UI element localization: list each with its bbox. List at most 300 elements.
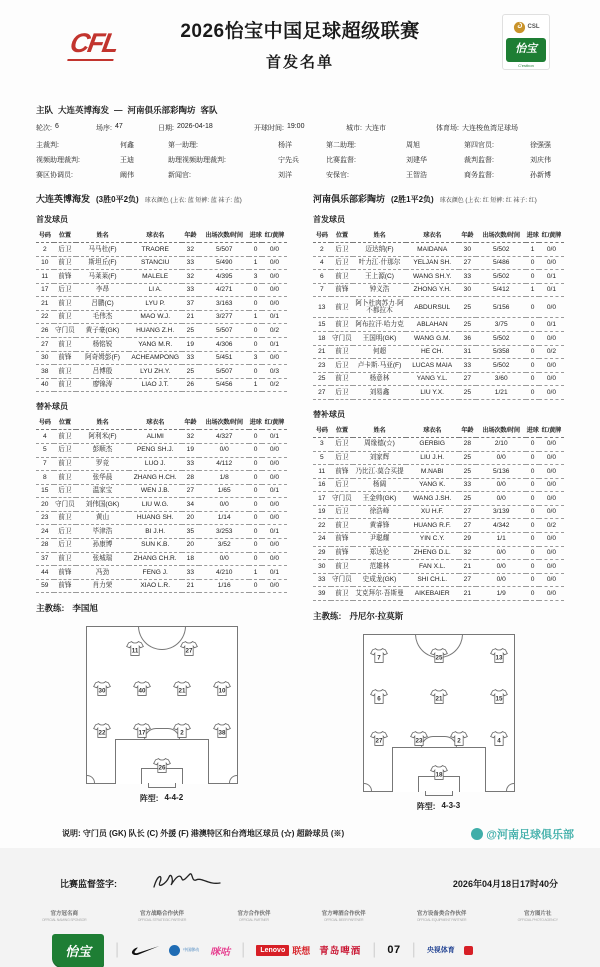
player-cell: 2/10 xyxy=(476,437,526,451)
player-cell: 7 xyxy=(313,283,331,297)
player-cell: XU H.F. xyxy=(406,505,459,519)
player-row xyxy=(36,484,287,498)
player-cell: 39 xyxy=(313,587,331,601)
player-cell: 37 xyxy=(182,297,200,311)
official-role: 视频助理裁判: xyxy=(36,157,80,164)
yibao-mark: 怡宝 xyxy=(506,38,546,62)
player-cell: 郑达伦 xyxy=(353,546,406,560)
info-label: 场序: xyxy=(96,125,112,132)
column-header: 进球 xyxy=(526,228,539,243)
player-cell: 44 xyxy=(36,566,54,580)
dash: — xyxy=(114,105,123,115)
info-label: 开球时间: xyxy=(254,125,284,132)
home-team-name: 大连英博海发 xyxy=(58,105,110,115)
player-cell: 20 xyxy=(182,538,200,552)
player-row xyxy=(36,243,287,257)
player-cell: 27 xyxy=(459,256,477,270)
column-header: 红/黄牌 xyxy=(539,423,564,438)
player-cell: 1 xyxy=(249,378,262,392)
player-cell: 0/0 xyxy=(262,498,287,512)
column-header: 年龄 xyxy=(182,228,200,243)
jersey-icon xyxy=(490,730,508,751)
info-field xyxy=(436,123,564,133)
official-name: 王迪 xyxy=(120,157,134,164)
jersey-icon xyxy=(213,723,231,744)
player-cell: 0/0 xyxy=(476,492,526,506)
player-cell: 前锋 xyxy=(331,546,354,560)
player-cell: FAN X.L. xyxy=(406,560,459,574)
player-cell: 30 xyxy=(313,560,331,574)
away-label: 客队 xyxy=(200,105,218,115)
player-cell: 孙康博 xyxy=(76,538,129,552)
player-cell: 34 xyxy=(182,498,200,512)
official-role: 助理视频助理裁判: xyxy=(168,157,226,164)
svg-text:26: 26 xyxy=(158,764,165,772)
csl-dragon-icon xyxy=(503,17,549,37)
player-cell: 1/1 xyxy=(476,532,526,546)
player-cell: 周缘德(☆) xyxy=(353,437,406,451)
player-cell: 后卫 xyxy=(331,386,354,400)
jersey-icon xyxy=(93,681,111,702)
player-cell: 0/1 xyxy=(262,566,287,580)
player-cell: LIU W.G. xyxy=(129,498,182,512)
column-header: 进球 xyxy=(249,228,262,243)
player-cell: 温家宝 xyxy=(76,484,129,498)
player-cell: 5/156 xyxy=(476,297,526,318)
player-cell: 0 xyxy=(249,498,262,512)
player-row xyxy=(313,573,564,587)
player-row xyxy=(313,519,564,533)
player-cell: 1 xyxy=(526,243,539,257)
cctv-sports-logo: 央视体育 xyxy=(426,947,455,955)
player-cell: 17 xyxy=(36,283,54,297)
player-cell: 前锋 xyxy=(331,465,354,479)
player-cell: 0/0 xyxy=(539,359,564,373)
player-cell: 0/0 xyxy=(539,297,564,318)
svg-text:18: 18 xyxy=(435,771,442,779)
player-cell: 0/1 xyxy=(262,430,287,444)
player-cell: MAIDANA xyxy=(406,243,459,257)
partner-label xyxy=(42,909,86,922)
player-cell: LUCAS MAIA xyxy=(406,359,459,373)
player-cell: 0/0 xyxy=(262,243,287,257)
player-row xyxy=(36,443,287,457)
player-cell: 36 xyxy=(459,332,477,346)
player-cell: 1/21 xyxy=(476,386,526,400)
player-cell: 17 xyxy=(313,492,331,506)
official-role: 第一助理: xyxy=(168,142,198,149)
player-cell: 20 xyxy=(182,511,200,525)
player-cell: 25 xyxy=(459,318,477,332)
player-cell: PENG SH.J. xyxy=(129,443,182,457)
svg-text:30: 30 xyxy=(98,687,105,695)
info-value: 大连市 xyxy=(364,125,386,132)
player-cell: 33 xyxy=(459,359,477,373)
player-cell: 7 xyxy=(36,457,54,471)
player-cell: 27 xyxy=(182,484,200,498)
home-formation-block xyxy=(36,626,287,804)
player-cell: 0/0 xyxy=(539,243,564,257)
player-cell: 0/0 xyxy=(262,552,287,566)
player-row xyxy=(313,587,564,601)
info-field xyxy=(158,123,254,133)
player-cell: 0/0 xyxy=(262,256,287,270)
player-cell: 4/306 xyxy=(199,338,249,352)
player-cell: 前锋 xyxy=(54,579,77,593)
player-row xyxy=(36,310,287,324)
partner-label-en: OFFICIAL STRATEGIC PARTNER xyxy=(137,917,187,922)
away-team-name: 河南俱乐部彩陶坊 xyxy=(127,105,196,115)
player-cell: 5/502 xyxy=(476,243,526,257)
team-columns xyxy=(36,190,564,812)
china-mobile-logo xyxy=(169,945,201,956)
official-name: 王智浩 xyxy=(406,172,427,179)
player-cell: 0/1 xyxy=(262,338,287,352)
player-cell: 张城瑞 xyxy=(76,552,129,566)
player-cell: 0 xyxy=(249,297,262,311)
player-cell: 0/0 xyxy=(476,573,526,587)
home-coach-line xyxy=(36,602,287,614)
player-cell: 25 xyxy=(459,386,477,400)
player-cell: 0/0 xyxy=(476,560,526,574)
player-cell: 0 xyxy=(526,386,539,400)
player-cell: 0 xyxy=(526,560,539,574)
player-cell: 0/0 xyxy=(539,505,564,519)
player-cell: 黄子豪(GK) xyxy=(76,324,129,338)
official-name: 孙新博 xyxy=(530,172,551,179)
player-cell: 刘伟国(GK) xyxy=(76,498,129,512)
player-cell: ZHANG H.CH. xyxy=(129,471,182,485)
league-title: 2026怡宝中国足球超级联赛 xyxy=(180,21,420,42)
player-cell: 2 xyxy=(313,243,331,257)
player-cell: 前卫 xyxy=(54,552,77,566)
column-header: 红/黄牌 xyxy=(262,415,287,430)
player-cell: 23 xyxy=(313,359,331,373)
player-cell: MAO W.J. xyxy=(129,310,182,324)
signature-row xyxy=(36,867,564,897)
player-cell: 0/0 xyxy=(539,332,564,346)
player-cell: 5 xyxy=(313,451,331,465)
partner-labels-row xyxy=(42,909,558,922)
player-row xyxy=(36,498,287,512)
player-cell: 33 xyxy=(182,457,200,471)
player-cell: 0/0 xyxy=(262,270,287,284)
player-row xyxy=(36,471,287,485)
partner-label-en: OFFICIAL BEER PARTNER xyxy=(324,917,364,922)
china-mobile-icon xyxy=(169,945,180,956)
player-cell: LYU P. xyxy=(129,297,182,311)
player-cell: 22 xyxy=(313,519,331,533)
team-record: (3胜0平2负) xyxy=(96,195,139,204)
player-cell: 0 xyxy=(249,283,262,297)
player-cell: 18 xyxy=(313,332,331,346)
player-cell: 22 xyxy=(36,310,54,324)
player-cell: 前卫 xyxy=(54,471,77,485)
player-cell: 0 xyxy=(249,579,262,593)
player-cell: 前锋 xyxy=(54,351,77,365)
official-role: 第二助理: xyxy=(326,142,356,149)
svg-text:6: 6 xyxy=(376,695,381,703)
player-cell: 0/0 xyxy=(199,443,249,457)
player-cell: 0/1 xyxy=(262,310,287,324)
player-cell: 黄睿锋 xyxy=(353,519,406,533)
player-cell: 27 xyxy=(459,372,477,386)
player-cell: 1/14 xyxy=(199,511,249,525)
column-header: 姓名 xyxy=(76,228,129,243)
official-role: 新闻官: xyxy=(168,172,191,179)
pitch-goal xyxy=(148,783,176,788)
player-cell: 王金帅(GK) xyxy=(353,492,406,506)
player-cell: 3 xyxy=(249,270,262,284)
column-header: 出场次数/时间 xyxy=(199,415,249,430)
player-cell: 马马杜(F) xyxy=(76,243,129,257)
player-cell: 5/490 xyxy=(199,256,249,270)
player-cell: 0/1 xyxy=(539,270,564,284)
player-cell: 1 xyxy=(526,283,539,297)
svg-text:40: 40 xyxy=(138,687,145,695)
player-cell: SUN K.B. xyxy=(129,538,182,552)
partner-label xyxy=(518,909,558,922)
player-cell: 3/75 xyxy=(476,318,526,332)
player-cell: 59 xyxy=(36,579,54,593)
pitch-center-circle xyxy=(138,626,186,650)
officials-grid xyxy=(36,140,564,180)
partner-label-zh: 官方啤酒合作伙伴 xyxy=(321,910,366,917)
player-cell: 0 xyxy=(249,443,262,457)
player-cell: 阿布拉汗·哈力克 xyxy=(353,318,406,332)
player-cell: 前锋 xyxy=(331,283,354,297)
divider: | xyxy=(241,941,246,959)
player-cell: 0/0 xyxy=(539,386,564,400)
info-field xyxy=(254,123,346,133)
svg-text:10: 10 xyxy=(218,687,225,695)
player-cell: 前卫 xyxy=(54,338,77,352)
player-cell: 29 xyxy=(459,532,477,546)
player-cell: 0/0 xyxy=(262,457,287,471)
player-cell: 5 xyxy=(36,443,54,457)
player-cell: 0/0 xyxy=(539,587,564,601)
player-cell: 3/139 xyxy=(476,505,526,519)
jersey-icon xyxy=(430,765,448,786)
player-cell: 0 xyxy=(526,587,539,601)
player-cell: 0/1 xyxy=(539,283,564,297)
player-cell: 0 xyxy=(526,437,539,451)
player-cell: 13 xyxy=(313,297,331,318)
coach-label: 主教练: xyxy=(313,610,342,621)
column-header: 年龄 xyxy=(182,415,200,430)
player-cell: 吕鹏(C) xyxy=(76,297,129,311)
player-cell: 27 xyxy=(313,386,331,400)
player-cell: 迈达纳(F) xyxy=(353,243,406,257)
player-cell: 后卫 xyxy=(54,243,77,257)
player-cell: 28 xyxy=(182,471,200,485)
player-cell: 毕津浩 xyxy=(76,525,129,539)
player-cell: 0 xyxy=(526,519,539,533)
info-label: 日期: xyxy=(158,125,174,132)
column-header: 位置 xyxy=(54,415,77,430)
player-cell: 25 xyxy=(459,297,477,318)
player-cell: 叶力江·什那尔 xyxy=(353,256,406,270)
column-header: 进球 xyxy=(249,415,262,430)
divider: | xyxy=(411,941,416,959)
player-cell: 5/502 xyxy=(476,270,526,284)
partner-label xyxy=(417,909,467,922)
player-cell: 25 xyxy=(459,451,477,465)
player-cell: 4/342 xyxy=(476,519,526,533)
player-cell: 2 xyxy=(36,243,54,257)
player-cell: 0 xyxy=(526,318,539,332)
player-cell: M.NABI xyxy=(406,465,459,479)
player-cell: YIN C.Y. xyxy=(406,532,459,546)
column-header: 进球 xyxy=(526,423,539,438)
player-cell: 0/0 xyxy=(476,451,526,465)
player-cell: HE CH. xyxy=(406,345,459,359)
jersey-icon xyxy=(370,648,388,669)
player-row xyxy=(313,560,564,574)
table-header-row xyxy=(36,415,287,430)
jersey-icon xyxy=(410,730,428,751)
partner-label-en: OFFICIAL NAMING SPONSOR xyxy=(42,917,87,922)
csl-label: CSL xyxy=(527,24,540,30)
player-cell: 30 xyxy=(459,243,477,257)
player-cell: 21 xyxy=(182,579,200,593)
player-cell: 冯劲 xyxy=(76,566,129,580)
player-cell: 后卫 xyxy=(331,505,354,519)
player-row xyxy=(36,365,287,379)
player-cell: 0/0 xyxy=(262,538,287,552)
team-name: 河南俱乐部彩陶坊 xyxy=(313,194,386,204)
partner-label-en: OFFICIAL PHOTO AGENCY xyxy=(517,917,558,922)
player-cell: ABDURSUL xyxy=(406,297,459,318)
info-value: 2026-04-18 xyxy=(176,123,213,130)
zero-seven-logo: 07 xyxy=(387,944,401,957)
player-cell: 阿奇姆彭(F) xyxy=(76,351,129,365)
nike-swoosh-icon xyxy=(130,945,160,956)
player-cell: 后卫 xyxy=(54,283,77,297)
yibao-sub: C'estbon xyxy=(518,63,534,68)
player-cell: 前卫 xyxy=(331,519,354,533)
player-cell: 0/2 xyxy=(262,378,287,392)
formation-value: 4-4-2 xyxy=(164,793,184,803)
player-cell: 徐浩峰 xyxy=(353,505,406,519)
player-row xyxy=(313,283,564,297)
player-cell: 27 xyxy=(459,573,477,587)
player-cell: 后卫 xyxy=(54,443,77,457)
player-cell: GERBIG xyxy=(406,437,459,451)
official-role: 赛区协调员: xyxy=(36,172,73,179)
jersey-icon xyxy=(133,723,151,744)
team-name: 大连英博海发 xyxy=(36,194,91,204)
player-cell: 5/412 xyxy=(476,283,526,297)
player-row xyxy=(313,256,564,270)
player-cell: 0/0 xyxy=(539,372,564,386)
player-cell: LI A. xyxy=(129,283,182,297)
player-cell: 乃比江·莫合买提 xyxy=(353,465,406,479)
jersey-icon xyxy=(450,730,468,751)
player-cell: 1/16 xyxy=(199,579,249,593)
player-cell: 前卫 xyxy=(331,297,354,318)
player-cell: 前卫 xyxy=(331,560,354,574)
official-role: 裁判监督: xyxy=(464,157,494,164)
player-cell: 5/507 xyxy=(199,365,249,379)
player-cell: 0/0 xyxy=(262,443,287,457)
player-cell: 罗竞 xyxy=(76,457,129,471)
official-name: 刘庆伟 xyxy=(530,157,551,164)
info-label: 城市: xyxy=(346,125,362,132)
player-cell: 王国明(GK) xyxy=(353,332,406,346)
player-cell: 0 xyxy=(249,324,262,338)
team-kit-colors: 球衣颜色 (上衣: 红 短裤: 红 袜子: 红) xyxy=(439,198,537,204)
player-cell: 19 xyxy=(313,505,331,519)
official-name: 徐强强 xyxy=(530,142,551,149)
player-row xyxy=(36,579,287,593)
column-header: 位置 xyxy=(54,228,77,243)
player-cell: 马莱莱(F) xyxy=(76,270,129,284)
player-row xyxy=(313,372,564,386)
player-row xyxy=(313,478,564,492)
player-cell: 后卫 xyxy=(331,359,354,373)
player-row xyxy=(36,566,287,580)
svg-text:2: 2 xyxy=(456,737,461,745)
player-cell: 1 xyxy=(249,256,262,270)
jersey-icon xyxy=(133,681,151,702)
player-cell: 范雄林 xyxy=(353,560,406,574)
player-cell: 15 xyxy=(313,318,331,332)
info-field xyxy=(36,123,96,133)
player-cell: 斯坦丘(F) xyxy=(76,256,129,270)
player-cell: 0/0 xyxy=(262,351,287,365)
legend-line: 说明: 守门员 (GK) 队长 (C) 外援 (F) 港澳特区和台湾地区球员 (☆) 超龄球员 (※) xyxy=(62,828,345,838)
divider: | xyxy=(372,941,377,959)
column-header: 姓名 xyxy=(76,415,129,430)
player-cell: 32 xyxy=(459,546,477,560)
info-field xyxy=(346,123,436,133)
player-cell: 后卫 xyxy=(331,256,354,270)
player-cell: 3/60 xyxy=(476,372,526,386)
player-cell: 5/502 xyxy=(476,332,526,346)
player-cell: 4/327 xyxy=(199,430,249,444)
svg-text:38: 38 xyxy=(218,729,225,737)
column-header: 出场次数/时间 xyxy=(476,423,526,438)
player-row xyxy=(36,256,287,270)
migu-video-icon xyxy=(464,946,473,955)
player-row xyxy=(36,457,287,471)
player-cell: 0/1 xyxy=(539,318,564,332)
player-cell: 何超 xyxy=(353,345,406,359)
lenovo-chinese: 联想 xyxy=(292,945,311,956)
column-header: 号码 xyxy=(36,415,54,430)
formation-pitch xyxy=(363,634,515,792)
player-cell: 21 xyxy=(36,297,54,311)
column-header: 红/黄牌 xyxy=(262,228,287,243)
player-cell: 后卫 xyxy=(331,437,354,451)
column-header: 号码 xyxy=(313,228,331,243)
pitch-corner-arc xyxy=(87,775,95,783)
player-cell: 阿利米(F) xyxy=(76,430,129,444)
migu-logo: 咪咕 xyxy=(210,946,231,958)
player-cell: 33 xyxy=(459,478,477,492)
player-cell: 尹聪耀 xyxy=(353,532,406,546)
player-cell: 前卫 xyxy=(54,430,77,444)
player-cell: LIU J.H. xyxy=(406,451,459,465)
jersey-icon xyxy=(370,688,388,709)
player-row xyxy=(36,270,287,284)
player-cell: 4/395 xyxy=(199,270,249,284)
info-value: 47 xyxy=(114,123,123,130)
player-row xyxy=(36,324,287,338)
home-team-header xyxy=(36,192,287,205)
formation-caption: 阵型: xyxy=(139,794,159,804)
